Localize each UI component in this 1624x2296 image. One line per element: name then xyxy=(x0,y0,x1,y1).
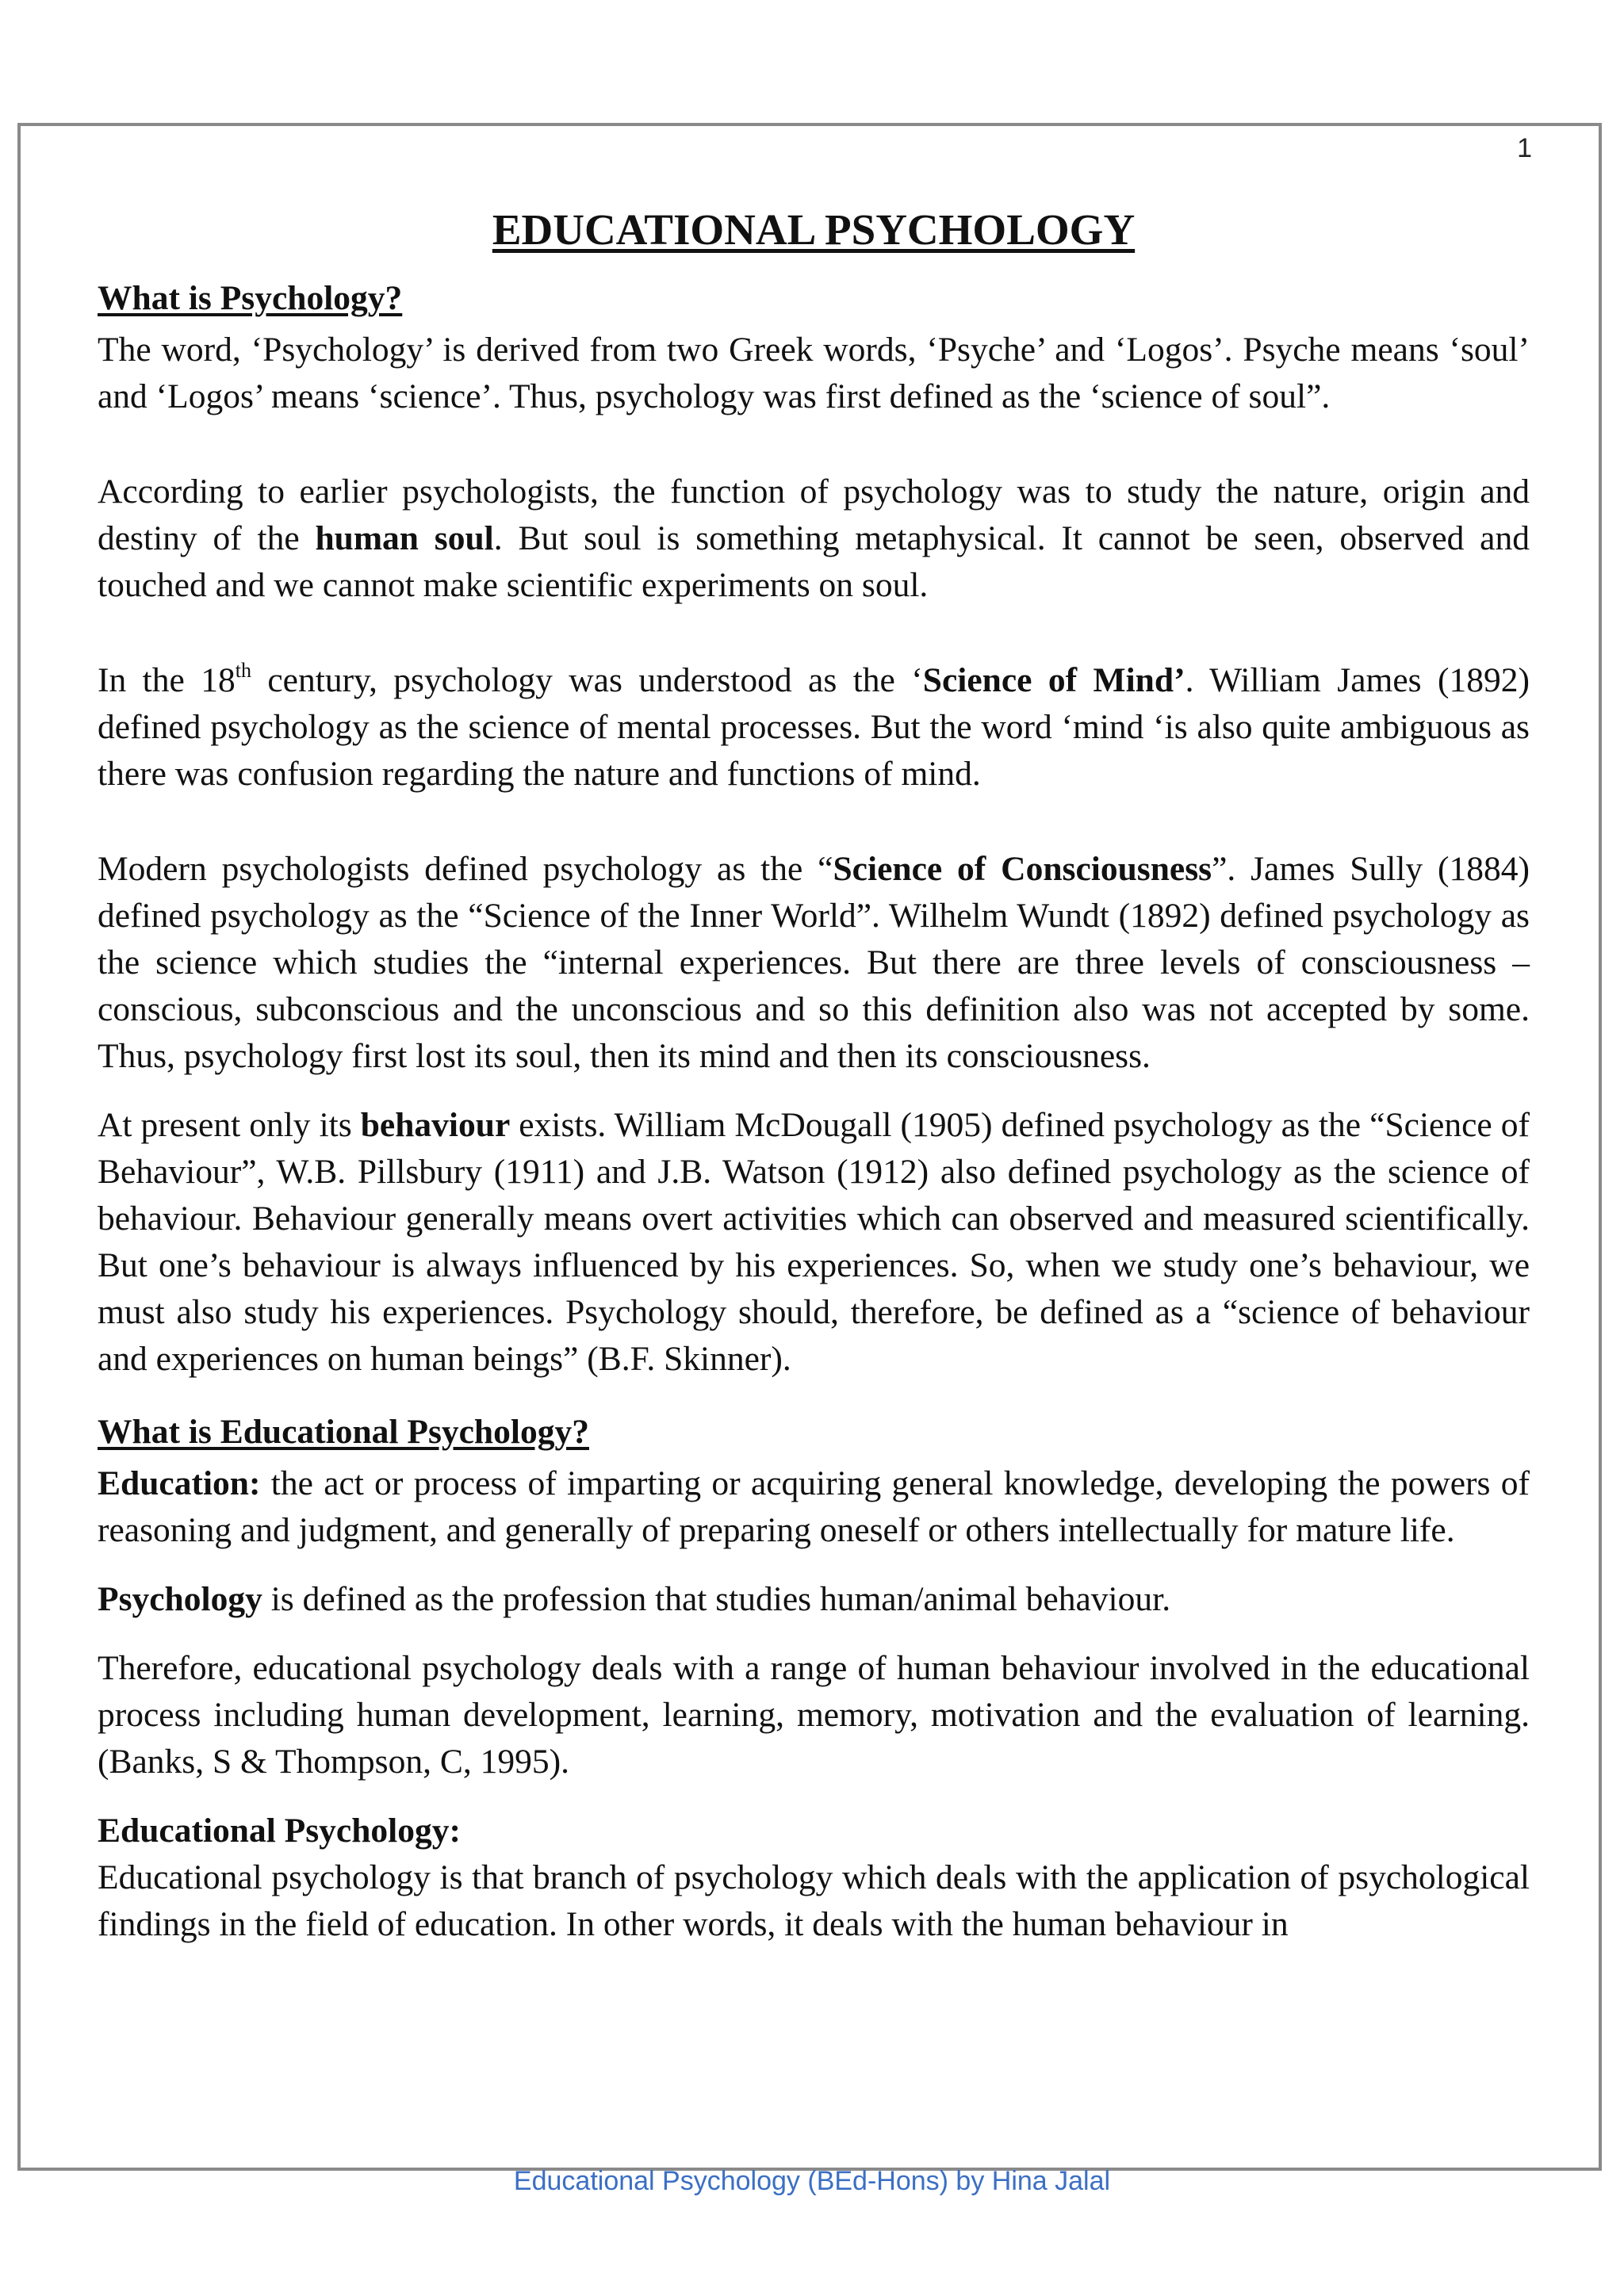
text-run: ”. James Sully (1884) defined psychology as the “Science of the Inner World”. Wilhelm Wundt (1892) defined psychology as the science which studies the “internal experiences. But there are three levels of consciousness – conscious, subconscious and the unconscious and so this definition also was not accepted by some. Thus, psychology first lost its soul, then its mind and then its consciousness. xyxy=(98,850,1530,1075)
paragraph-consciousness xyxy=(98,846,1530,1080)
paragraph-etymology: The word, ‘Psychology’ is derived from two Greek words, ‘Psyche’ and ‘Logos’. Psyche means ‘soul’ and ‘Logos’ means ‘science’. Thus, psychology was first defined as the ‘science of soul”. xyxy=(98,331,1530,415)
text-run: the act or process of imparting or acquiring general knowledge, developing the powers of reasoning and judgment, and generally of preparing oneself or others intellectually for mature life. xyxy=(98,1464,1530,1549)
bold-term-science-of-consciousness: Science of Consciousness xyxy=(833,850,1212,888)
paragraph-science-of-mind xyxy=(98,657,1530,798)
paragraph-therefore: Therefore, educational psychology deals with a range of human behaviour involved in the educational process including human development, learning, memory, motivation and the evaluation of learning. (Banks, S & Thompson, C, 1995). xyxy=(98,1649,1530,1781)
heading-what-is-educational-psychology: What is Educational Psychology? xyxy=(98,1413,589,1451)
paragraph-education-definition xyxy=(98,1460,1530,1554)
heading-educational-psychology: Educational Psychology: xyxy=(98,1812,462,1850)
text-run: exists. William McDougall (1905) defined psychology as the “Science of Behaviour”, W.B. Pillsbury (1911) and J.B. Watson (1912) also defined psychology as the science of behaviour. Behaviour generally means overt activities which can observed and measured scientifically. But one’s behaviour is always influenced by his experiences. So, when we study one’s behaviour, we must also study his experiences. Psychology should, therefore, be defined as a “science of behaviour and experiences on human beings” (B.F. Skinner). xyxy=(98,1106,1530,1378)
text-run: century, psychology was understood as the ‘ xyxy=(251,661,923,699)
paragraph-behaviour xyxy=(98,1102,1530,1383)
bold-term-behaviour: behaviour xyxy=(360,1106,511,1144)
text-run: According to earlier psychologists, the function of psychology was to study the nature, origin and destiny of the xyxy=(98,473,1530,557)
paragraph-psychology-definition xyxy=(98,1576,1530,1623)
paragraph-educational-psychology: Educational psychology is that branch of psychology which deals with the application of psychological findings in the field of education. In other words, it deals with the human behaviour in xyxy=(98,1858,1530,1943)
bold-label-education: Education: xyxy=(98,1464,261,1502)
text-run: . But soul is something metaphysical. It cannot be seen, observed and touched and we cannot make scientific experiments on soul. xyxy=(98,519,1530,604)
page-title: EDUCATIONAL PSYCHOLOGY xyxy=(492,205,1136,254)
text-run: At present only its xyxy=(98,1106,361,1144)
page-number: 1 xyxy=(1517,133,1532,163)
paragraph-earlier-psychologists xyxy=(98,469,1530,609)
bold-label-psychology: Psychology xyxy=(98,1580,262,1618)
text-run: . William James (1892) defined psychology as the science of mental processes. But the word ‘mind ‘is also quite ambiguous as there was confusion regarding the nature and functions of mind. xyxy=(98,661,1530,793)
bold-term-human-soul: human soul xyxy=(315,519,494,557)
text-run: is defined as the profession that studies human/animal behaviour. xyxy=(262,1580,1171,1618)
bold-term-science-of-mind: Science of Mind’ xyxy=(922,661,1185,699)
document-body xyxy=(98,202,1530,1948)
text-run: Modern psychologists defined psychology as the “ xyxy=(98,850,833,888)
heading-what-is-psychology: What is Psychology? xyxy=(98,279,403,317)
text-run: In the 18 xyxy=(98,661,236,699)
page-footer: Educational Psychology (BEd-Hons) by Hina Jalal xyxy=(513,2166,1111,2196)
superscript-th: th xyxy=(235,659,251,682)
